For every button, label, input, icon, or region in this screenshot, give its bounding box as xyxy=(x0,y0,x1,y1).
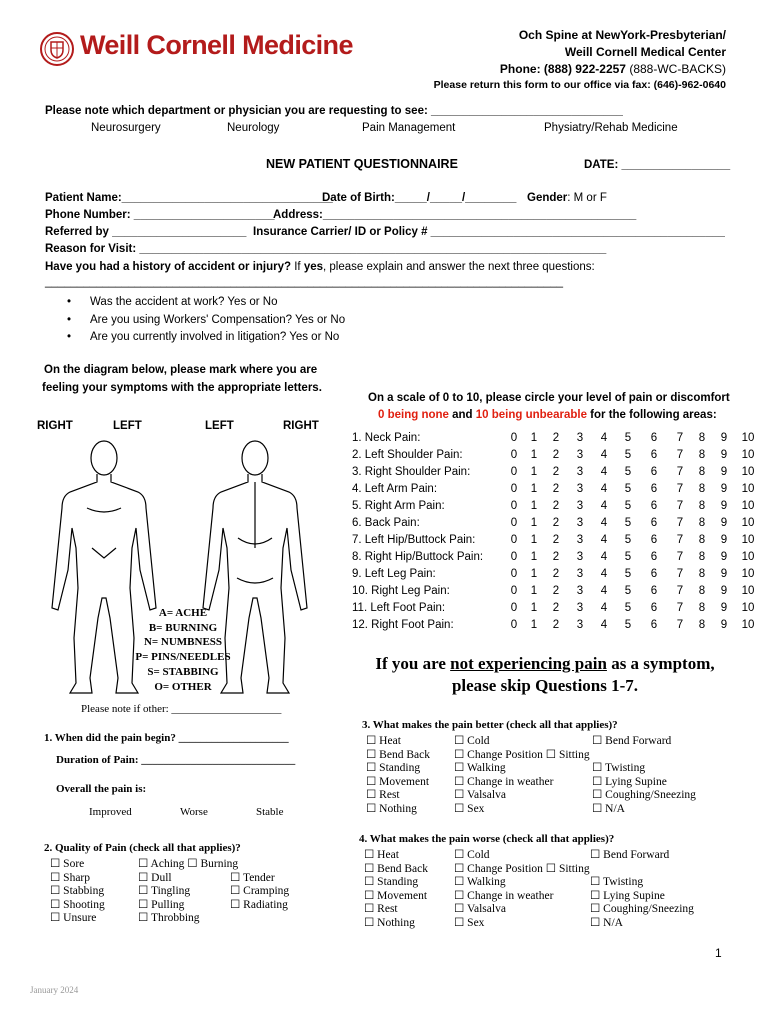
pain-score-option[interactable]: 8 xyxy=(698,466,706,478)
dept-option-neurosurgery[interactable]: Neurosurgery xyxy=(91,122,161,134)
skip-underlined: not experiencing pain xyxy=(450,654,607,673)
checkbox-option[interactable]: ☐ Heat xyxy=(366,735,401,747)
pain-area-label: 5. Right Arm Pain: xyxy=(352,500,445,512)
dept-option-physiatry[interactable]: Physiatry/Rehab Medicine xyxy=(544,122,678,134)
checkbox-option[interactable]: ☐ Walking xyxy=(454,762,506,775)
legend-ache: A= ACHE xyxy=(158,607,208,619)
checkbox-option[interactable]: ☐ Valsalva xyxy=(454,789,506,802)
pain-score-option[interactable]: 1 xyxy=(530,534,538,546)
checkbox-option[interactable]: ☐ Lying Supine xyxy=(590,889,665,902)
pain-score-option[interactable]: 3 xyxy=(576,466,584,478)
pain-score-option[interactable]: 7 xyxy=(676,585,684,597)
checkbox-option[interactable]: ☐ Sore xyxy=(50,858,85,870)
pain-area-label: 4. Left Arm Pain: xyxy=(352,483,438,495)
phone-line xyxy=(500,62,726,76)
pain-score-option[interactable]: 7 xyxy=(676,483,684,495)
pain-score-option[interactable]: 2 xyxy=(552,551,560,563)
pain-score-option[interactable]: 1 xyxy=(530,551,538,563)
pain-score-option[interactable]: 10 xyxy=(741,449,755,461)
pain-area-label: 3. Right Shoulder Pain: xyxy=(352,466,471,478)
dob-field[interactable]: Date of Birth:_____/_____/________ xyxy=(322,192,517,204)
pain-row xyxy=(352,517,755,534)
bullet-accident-at-work[interactable]: • Was the accident at work? Yes or No xyxy=(90,296,278,308)
diagram-instruction-2: feeling your symptoms with the appropriate letters. xyxy=(42,382,322,394)
pain-score-option[interactable]: 8 xyxy=(698,449,706,461)
pain-score-option[interactable]: 4 xyxy=(600,534,608,546)
pain-score-option[interactable]: 8 xyxy=(698,517,706,529)
pain-score-option[interactable]: 9 xyxy=(720,551,728,563)
pain-score-option[interactable]: 10 xyxy=(741,619,755,631)
pain-score-option[interactable]: 2 xyxy=(552,568,560,580)
pain-score-option[interactable]: 4 xyxy=(600,602,608,614)
pain-score-option[interactable]: 2 xyxy=(552,466,560,478)
pain-score-option[interactable]: 5 xyxy=(624,449,632,461)
pain-score-option[interactable]: 6 xyxy=(650,585,658,597)
phone-number: Phone: (888) 922-2257 xyxy=(499,62,626,76)
checkbox-option[interactable]: ☐ Standing xyxy=(366,762,421,775)
pain-score-option[interactable]: 0 xyxy=(510,432,518,444)
department-prompt: Please note which department or physician you are requesting to see: ______________________________ xyxy=(45,105,623,117)
pain-score-option[interactable]: 0 xyxy=(510,551,518,563)
history-rest: , please explain and answer the next three questions: xyxy=(323,261,595,273)
pain-score-option[interactable]: 5 xyxy=(624,585,632,597)
pain-score-option[interactable]: 10 xyxy=(741,466,755,478)
checkbox-option[interactable]: ☐ Throbbing xyxy=(138,912,200,924)
pain-score-option[interactable]: 0 xyxy=(510,449,518,461)
pain-score-option[interactable]: 10 xyxy=(741,534,755,546)
bullet-litigation[interactable]: • Are you currently involved in litigation? Yes or No xyxy=(90,331,339,343)
pain-row xyxy=(352,619,755,636)
pain-score-option[interactable]: 8 xyxy=(698,619,706,631)
diagram-label-left-back: LEFT xyxy=(205,420,234,432)
legend-other: O= OTHER xyxy=(154,680,212,693)
pain-score-option[interactable]: 5 xyxy=(624,551,632,563)
pain-scale-intro: On a scale of 0 to 10, please circle your level of pain or discomfort xyxy=(368,392,730,404)
pain-score-option[interactable]: 3 xyxy=(576,568,584,580)
page-number: 1 xyxy=(715,946,722,960)
checkbox-option[interactable]: ☐ Movement xyxy=(366,775,430,788)
pain-score-option[interactable]: 4 xyxy=(600,483,608,495)
checkbox-option[interactable]: ☐ Change Position ☐ Sitting xyxy=(454,862,590,875)
pain-score-option[interactable]: 4 xyxy=(600,466,608,478)
insurance-field[interactable]: Insurance Carrier/ ID or Policy # ______________________________________________ xyxy=(253,226,725,238)
pain-score-option[interactable]: 3 xyxy=(576,449,584,461)
pain-score-option[interactable]: 0 xyxy=(510,466,518,478)
pain-score-option[interactable]: 9 xyxy=(720,585,728,597)
pain-row xyxy=(352,432,755,449)
q1-pain-begin[interactable]: 1. When did the pain begin? ____________________ xyxy=(44,732,289,744)
checkbox-option[interactable]: ☐ Standing xyxy=(364,876,419,889)
pain-score-option[interactable]: 6 xyxy=(650,432,658,444)
pain-score-option[interactable]: 3 xyxy=(576,551,584,563)
pain-area-label: 8. Right Hip/Buttock Pain: xyxy=(352,551,484,563)
checkbox-option[interactable]: ☐ Coughing/Sneezing xyxy=(592,789,696,802)
pain-score-option[interactable]: 0 xyxy=(510,500,518,512)
checkbox-option[interactable]: ☐ Tender xyxy=(230,871,275,884)
pain-score-option[interactable]: 10 xyxy=(741,568,755,580)
pain-row xyxy=(352,551,755,568)
pain-scale-none: 0 being none xyxy=(378,409,449,421)
pain-score-option[interactable]: 4 xyxy=(600,449,608,461)
pain-score-option[interactable]: 6 xyxy=(650,534,658,546)
pain-score-option[interactable]: 5 xyxy=(624,483,632,495)
pain-scale-and: and xyxy=(448,409,476,421)
pain-score-option[interactable]: 8 xyxy=(698,585,706,597)
checkbox-option[interactable]: ☐ Radiating xyxy=(230,898,288,911)
pain-row xyxy=(352,500,755,517)
pain-score-option[interactable]: 1 xyxy=(530,483,538,495)
pain-area-label: 1. Neck Pain: xyxy=(352,432,421,444)
address-field[interactable]: Address:_________________________________________________ xyxy=(273,209,637,221)
pain-score-option[interactable]: 10 xyxy=(741,551,755,563)
pain-score-option[interactable]: 9 xyxy=(720,466,728,478)
pain-score-option[interactable]: 5 xyxy=(624,568,632,580)
pain-score-option[interactable]: 5 xyxy=(624,602,632,614)
checkbox-option[interactable]: ☐ Cold xyxy=(454,849,490,861)
pain-score-option[interactable]: 0 xyxy=(510,602,518,614)
pain-score-option[interactable]: 10 xyxy=(741,602,755,614)
checkbox-option[interactable]: ☐ Change in weather xyxy=(454,775,554,788)
diagram-label-left-front: LEFT xyxy=(113,420,142,432)
checkbox-option[interactable]: ☐ Twisting xyxy=(590,876,644,889)
overall-improved[interactable]: Improved xyxy=(89,806,132,818)
pain-row xyxy=(352,483,755,500)
legend-pins-needles: P= PINS/NEEDLES xyxy=(135,651,231,664)
overall-worse[interactable]: Worse xyxy=(180,806,208,818)
checkbox-option[interactable]: ☐ Dull xyxy=(138,871,172,884)
pain-area-label: 10. Right Leg Pain: xyxy=(352,585,450,597)
pain-score-option[interactable]: 10 xyxy=(741,585,755,597)
history-yes: yes xyxy=(303,261,323,273)
checkbox-option[interactable]: ☐ Bend Back xyxy=(366,748,430,761)
pain-score-option[interactable]: 10 xyxy=(741,517,755,529)
checkbox-option[interactable]: ☐ Cramping xyxy=(230,885,290,897)
pain-score-option[interactable]: 9 xyxy=(720,619,728,631)
pain-score-option[interactable]: 3 xyxy=(576,585,584,597)
pain-score-option[interactable]: 5 xyxy=(624,619,632,631)
legend-stabbing: S= STABBING xyxy=(147,665,219,678)
checkbox-option[interactable]: ☐ Rest xyxy=(364,903,398,916)
pain-score-option[interactable]: 1 xyxy=(530,585,538,597)
symptom-legend xyxy=(128,606,238,694)
pain-score-option[interactable]: 4 xyxy=(600,517,608,529)
pain-score-option[interactable]: 2 xyxy=(552,517,560,529)
q4-pain-worse: 4. What makes the pain worse (check all that applies)? xyxy=(359,833,615,845)
pain-score-option[interactable]: 8 xyxy=(698,568,706,580)
gender-label: Gender xyxy=(527,192,568,204)
pain-score-option[interactable]: 2 xyxy=(552,619,560,631)
pain-score-option[interactable]: 4 xyxy=(600,619,608,631)
pain-score-option[interactable]: 1 xyxy=(530,602,538,614)
pain-score-option[interactable]: 4 xyxy=(600,585,608,597)
checkbox-option[interactable]: ☐ Walking xyxy=(454,876,506,889)
pain-row xyxy=(352,602,755,619)
reason-field[interactable]: Reason for Visit: _________________________________________________________________________ xyxy=(45,243,607,255)
pain-score-option[interactable]: 9 xyxy=(720,500,728,512)
overall-label: Overall the pain is: xyxy=(56,783,147,795)
checkbox-option[interactable]: ☐ Nothing xyxy=(366,803,417,815)
pain-scale-suffix: for the following areas: xyxy=(586,409,717,421)
q3-pain-better: 3. What makes the pain better (check all that applies)? xyxy=(362,719,618,731)
pain-score-option[interactable]: 9 xyxy=(720,432,728,444)
checkbox-option[interactable]: ☐ Heat xyxy=(364,849,399,861)
checkbox-option[interactable]: ☐ Cold xyxy=(454,735,490,747)
phone-alt: (888-WC-BACKS) xyxy=(625,62,726,76)
pain-score-option[interactable]: 7 xyxy=(676,551,684,563)
pain-row xyxy=(352,534,755,551)
pain-score-option[interactable]: 2 xyxy=(552,534,560,546)
pain-score-option[interactable]: 3 xyxy=(576,602,584,614)
duration-field[interactable]: Duration of Pain: ____________________________ xyxy=(56,754,296,766)
pain-score-option[interactable]: 1 xyxy=(530,568,538,580)
pain-score-option[interactable]: 8 xyxy=(698,534,706,546)
checkbox-option[interactable]: ☐ Change in weather xyxy=(454,889,554,902)
checkbox-option[interactable]: ☐ Unsure xyxy=(50,912,97,924)
pain-score-option[interactable]: 3 xyxy=(576,517,584,529)
pain-score-option[interactable]: 9 xyxy=(720,534,728,546)
legend-burning: B= BURNING xyxy=(148,621,218,634)
history-explain-line[interactable]: _________________________________________________________________________________ xyxy=(45,276,564,288)
pain-area-label: 9. Left Leg Pain: xyxy=(352,568,436,580)
pain-score-option[interactable]: 3 xyxy=(576,432,584,444)
checkbox-option[interactable]: ☐ Rest xyxy=(366,789,400,802)
diagram-instruction-1: On the diagram below, please mark where you are xyxy=(44,364,318,376)
pain-score-option[interactable]: 5 xyxy=(624,500,632,512)
pain-score-option[interactable]: 4 xyxy=(600,432,608,444)
pain-score-option[interactable]: 8 xyxy=(698,551,706,563)
legend-numbness: N= NUMBNESS xyxy=(143,636,223,649)
pain-score-option[interactable]: 1 xyxy=(530,500,538,512)
footer-date: January 2024 xyxy=(30,985,79,995)
pain-score-option[interactable]: 6 xyxy=(650,500,658,512)
pain-score-option[interactable]: 10 xyxy=(741,500,755,512)
checkbox-option[interactable]: ☐ Coughing/Sneezing xyxy=(590,903,694,916)
pain-score-option[interactable]: 10 xyxy=(741,483,755,495)
checkbox-option[interactable]: ☐ Sharp xyxy=(50,871,91,884)
pain-score-option[interactable]: 7 xyxy=(676,466,684,478)
pain-area-label: 11. Left Foot Pain: xyxy=(352,602,446,614)
checkbox-option[interactable]: ☐ Tingling xyxy=(138,885,191,897)
pain-score-option[interactable]: 6 xyxy=(650,602,658,614)
pain-score-option[interactable]: 0 xyxy=(510,619,518,631)
checkbox-option[interactable]: ☐ Shooting xyxy=(50,898,105,911)
q2-quality-of-pain: 2. Quality of Pain (check all that applies)? xyxy=(44,842,241,854)
pain-score-option[interactable]: 4 xyxy=(600,500,608,512)
pain-score-option[interactable]: 5 xyxy=(624,517,632,529)
gender-options: : M or F xyxy=(567,192,607,204)
pain-score-option[interactable]: 7 xyxy=(676,432,684,444)
pain-score-option[interactable]: 1 xyxy=(530,432,538,444)
gender-field[interactable] xyxy=(527,192,607,204)
pain-score-option[interactable]: 0 xyxy=(510,483,518,495)
checkbox-option[interactable]: ☐ N/A xyxy=(590,917,623,929)
pain-score-option[interactable]: 8 xyxy=(698,500,706,512)
logo-text: Weill Cornell Medicine xyxy=(80,30,353,60)
pain-score-option[interactable]: 9 xyxy=(720,449,728,461)
pain-score-option[interactable]: 7 xyxy=(676,568,684,580)
pain-score-option[interactable]: 7 xyxy=(676,619,684,631)
pain-row xyxy=(352,568,755,585)
checkbox-option[interactable]: ☐ Sex xyxy=(454,803,485,815)
pain-score-option[interactable]: 9 xyxy=(720,568,728,580)
pain-score-option[interactable]: 4 xyxy=(600,551,608,563)
diagram-label-right-back: RIGHT xyxy=(283,420,319,432)
checkbox-option[interactable]: ☐ Nothing xyxy=(364,917,415,929)
pain-score-option[interactable]: 1 xyxy=(530,449,538,461)
form-title: NEW PATIENT QUESTIONNAIRE xyxy=(266,157,458,171)
pain-score-option[interactable]: 9 xyxy=(720,517,728,529)
checkbox-option[interactable]: ☐ N/A xyxy=(592,803,625,815)
pain-score-option[interactable]: 4 xyxy=(600,568,608,580)
diagram-label-right-front: RIGHT xyxy=(37,420,73,432)
pain-row xyxy=(352,449,755,466)
pain-score-option[interactable]: 10 xyxy=(741,432,755,444)
history-question-text: Have you had a history of accident or injury? xyxy=(45,261,292,273)
pain-area-label: 12. Right Foot Pain: xyxy=(352,619,454,631)
pain-row xyxy=(352,585,755,602)
dept-option-neurology[interactable]: Neurology xyxy=(227,122,280,134)
pain-score-option[interactable]: 3 xyxy=(576,534,584,546)
pain-score-option[interactable]: 8 xyxy=(698,602,706,614)
pain-score-option[interactable]: 6 xyxy=(650,483,658,495)
checkbox-option[interactable]: ☐ Bend Forward xyxy=(592,735,672,747)
referred-field[interactable]: Referred by _____________________ xyxy=(45,226,247,238)
pain-score-option[interactable]: 0 xyxy=(510,534,518,546)
checkbox-option[interactable]: ☐ Twisting xyxy=(592,762,646,775)
pain-score-option[interactable]: 9 xyxy=(720,602,728,614)
pain-score-option[interactable]: 9 xyxy=(720,483,728,495)
pain-row xyxy=(352,466,755,483)
overall-stable[interactable]: Stable xyxy=(256,806,284,818)
history-question xyxy=(45,261,595,273)
org-line-1: Och Spine at NewYork-Presbyterian/ xyxy=(518,28,726,42)
pain-area-label: 2. Left Shoulder Pain: xyxy=(352,449,463,461)
pain-area-label: 6. Back Pain: xyxy=(352,517,420,529)
pain-score-option[interactable]: 2 xyxy=(552,449,560,461)
pain-score-option[interactable]: 3 xyxy=(576,483,584,495)
phone-field[interactable]: Phone Number: ______________________ xyxy=(45,209,275,221)
org-line-2: Weill Cornell Medical Center xyxy=(564,45,726,59)
date-field[interactable]: DATE: _________________ xyxy=(584,159,731,171)
pain-score-option[interactable]: 3 xyxy=(576,619,584,631)
pain-score-option[interactable]: 8 xyxy=(698,432,706,444)
pain-score-option[interactable]: 5 xyxy=(624,432,632,444)
pain-score-option[interactable]: 6 xyxy=(650,551,658,563)
checkbox-option[interactable]: ☐ Pulling xyxy=(138,898,185,911)
checkbox-option[interactable]: ☐ Bend Forward xyxy=(590,849,670,861)
checkbox-option[interactable]: ☐ Aching ☐ Burning xyxy=(138,858,239,870)
pain-score-option[interactable]: 6 xyxy=(650,466,658,478)
pain-score-option[interactable]: 7 xyxy=(676,602,684,614)
pain-score-option[interactable]: 6 xyxy=(650,449,658,461)
pain-score-option[interactable]: 1 xyxy=(530,517,538,529)
pain-score-option[interactable]: 2 xyxy=(552,602,560,614)
patient-name-field[interactable]: Patient Name:_________________________________ xyxy=(45,192,333,204)
pain-score-option[interactable]: 6 xyxy=(650,619,658,631)
pain-score-option[interactable]: 0 xyxy=(510,568,518,580)
skip-pre: If you are xyxy=(375,654,451,673)
checkbox-option[interactable]: ☐ Valsalva xyxy=(454,903,506,916)
checkbox-option[interactable]: ☐ Stabbing xyxy=(50,885,105,897)
pain-score-option[interactable]: 2 xyxy=(552,432,560,444)
checkbox-option[interactable]: ☐ Change Position ☐ Sitting xyxy=(454,748,590,761)
pain-score-option[interactable]: 2 xyxy=(552,500,560,512)
weill-cornell-seal-icon xyxy=(40,32,74,66)
pain-score-option[interactable]: 1 xyxy=(530,466,538,478)
pain-scale-legend xyxy=(378,409,717,421)
skip-post: as a symptom, xyxy=(606,654,715,673)
pain-score-option[interactable]: 2 xyxy=(552,483,560,495)
pain-area-label: 7. Left Hip/Buttock Pain: xyxy=(352,534,476,546)
other-note-field[interactable]: Please note if other: ____________________ xyxy=(81,703,282,715)
skip-note-line-2: please skip Questions 1-7. xyxy=(451,676,639,695)
checkbox-option[interactable]: ☐ Sex xyxy=(454,917,485,929)
pain-score-option[interactable]: 1 xyxy=(530,619,538,631)
history-if: If xyxy=(291,261,304,273)
pain-score-option[interactable]: 7 xyxy=(676,534,684,546)
pain-scale-unbearable: 10 being unbearable xyxy=(475,409,587,421)
checkbox-option[interactable]: ☐ Movement xyxy=(364,889,428,902)
skip-note-line-1 xyxy=(355,654,735,674)
pain-score-option[interactable]: 5 xyxy=(624,466,632,478)
pain-score-option[interactable]: 3 xyxy=(576,500,584,512)
pain-score-option[interactable]: 0 xyxy=(510,517,518,529)
pain-score-option[interactable]: 5 xyxy=(624,534,632,546)
fax-note: Please return this form to our office via fax: (646)-962-0640 xyxy=(433,79,726,91)
pain-score-option[interactable]: 7 xyxy=(676,517,684,529)
dept-option-pain-management[interactable]: Pain Management xyxy=(362,122,456,134)
pain-score-option[interactable]: 6 xyxy=(650,568,658,580)
pain-score-option[interactable]: 2 xyxy=(552,585,560,597)
bullet-workers-comp[interactable]: • Are you using Workers' Compensation? Yes or No xyxy=(90,314,345,326)
checkbox-option[interactable]: ☐ Bend Back xyxy=(364,862,428,875)
pain-score-option[interactable]: 8 xyxy=(698,483,706,495)
pain-score-option[interactable]: 6 xyxy=(650,517,658,529)
pain-score-option[interactable]: 7 xyxy=(676,500,684,512)
pain-score-option[interactable]: 7 xyxy=(676,449,684,461)
pain-score-option[interactable]: 0 xyxy=(510,585,518,597)
checkbox-option[interactable]: ☐ Lying Supine xyxy=(592,775,667,788)
